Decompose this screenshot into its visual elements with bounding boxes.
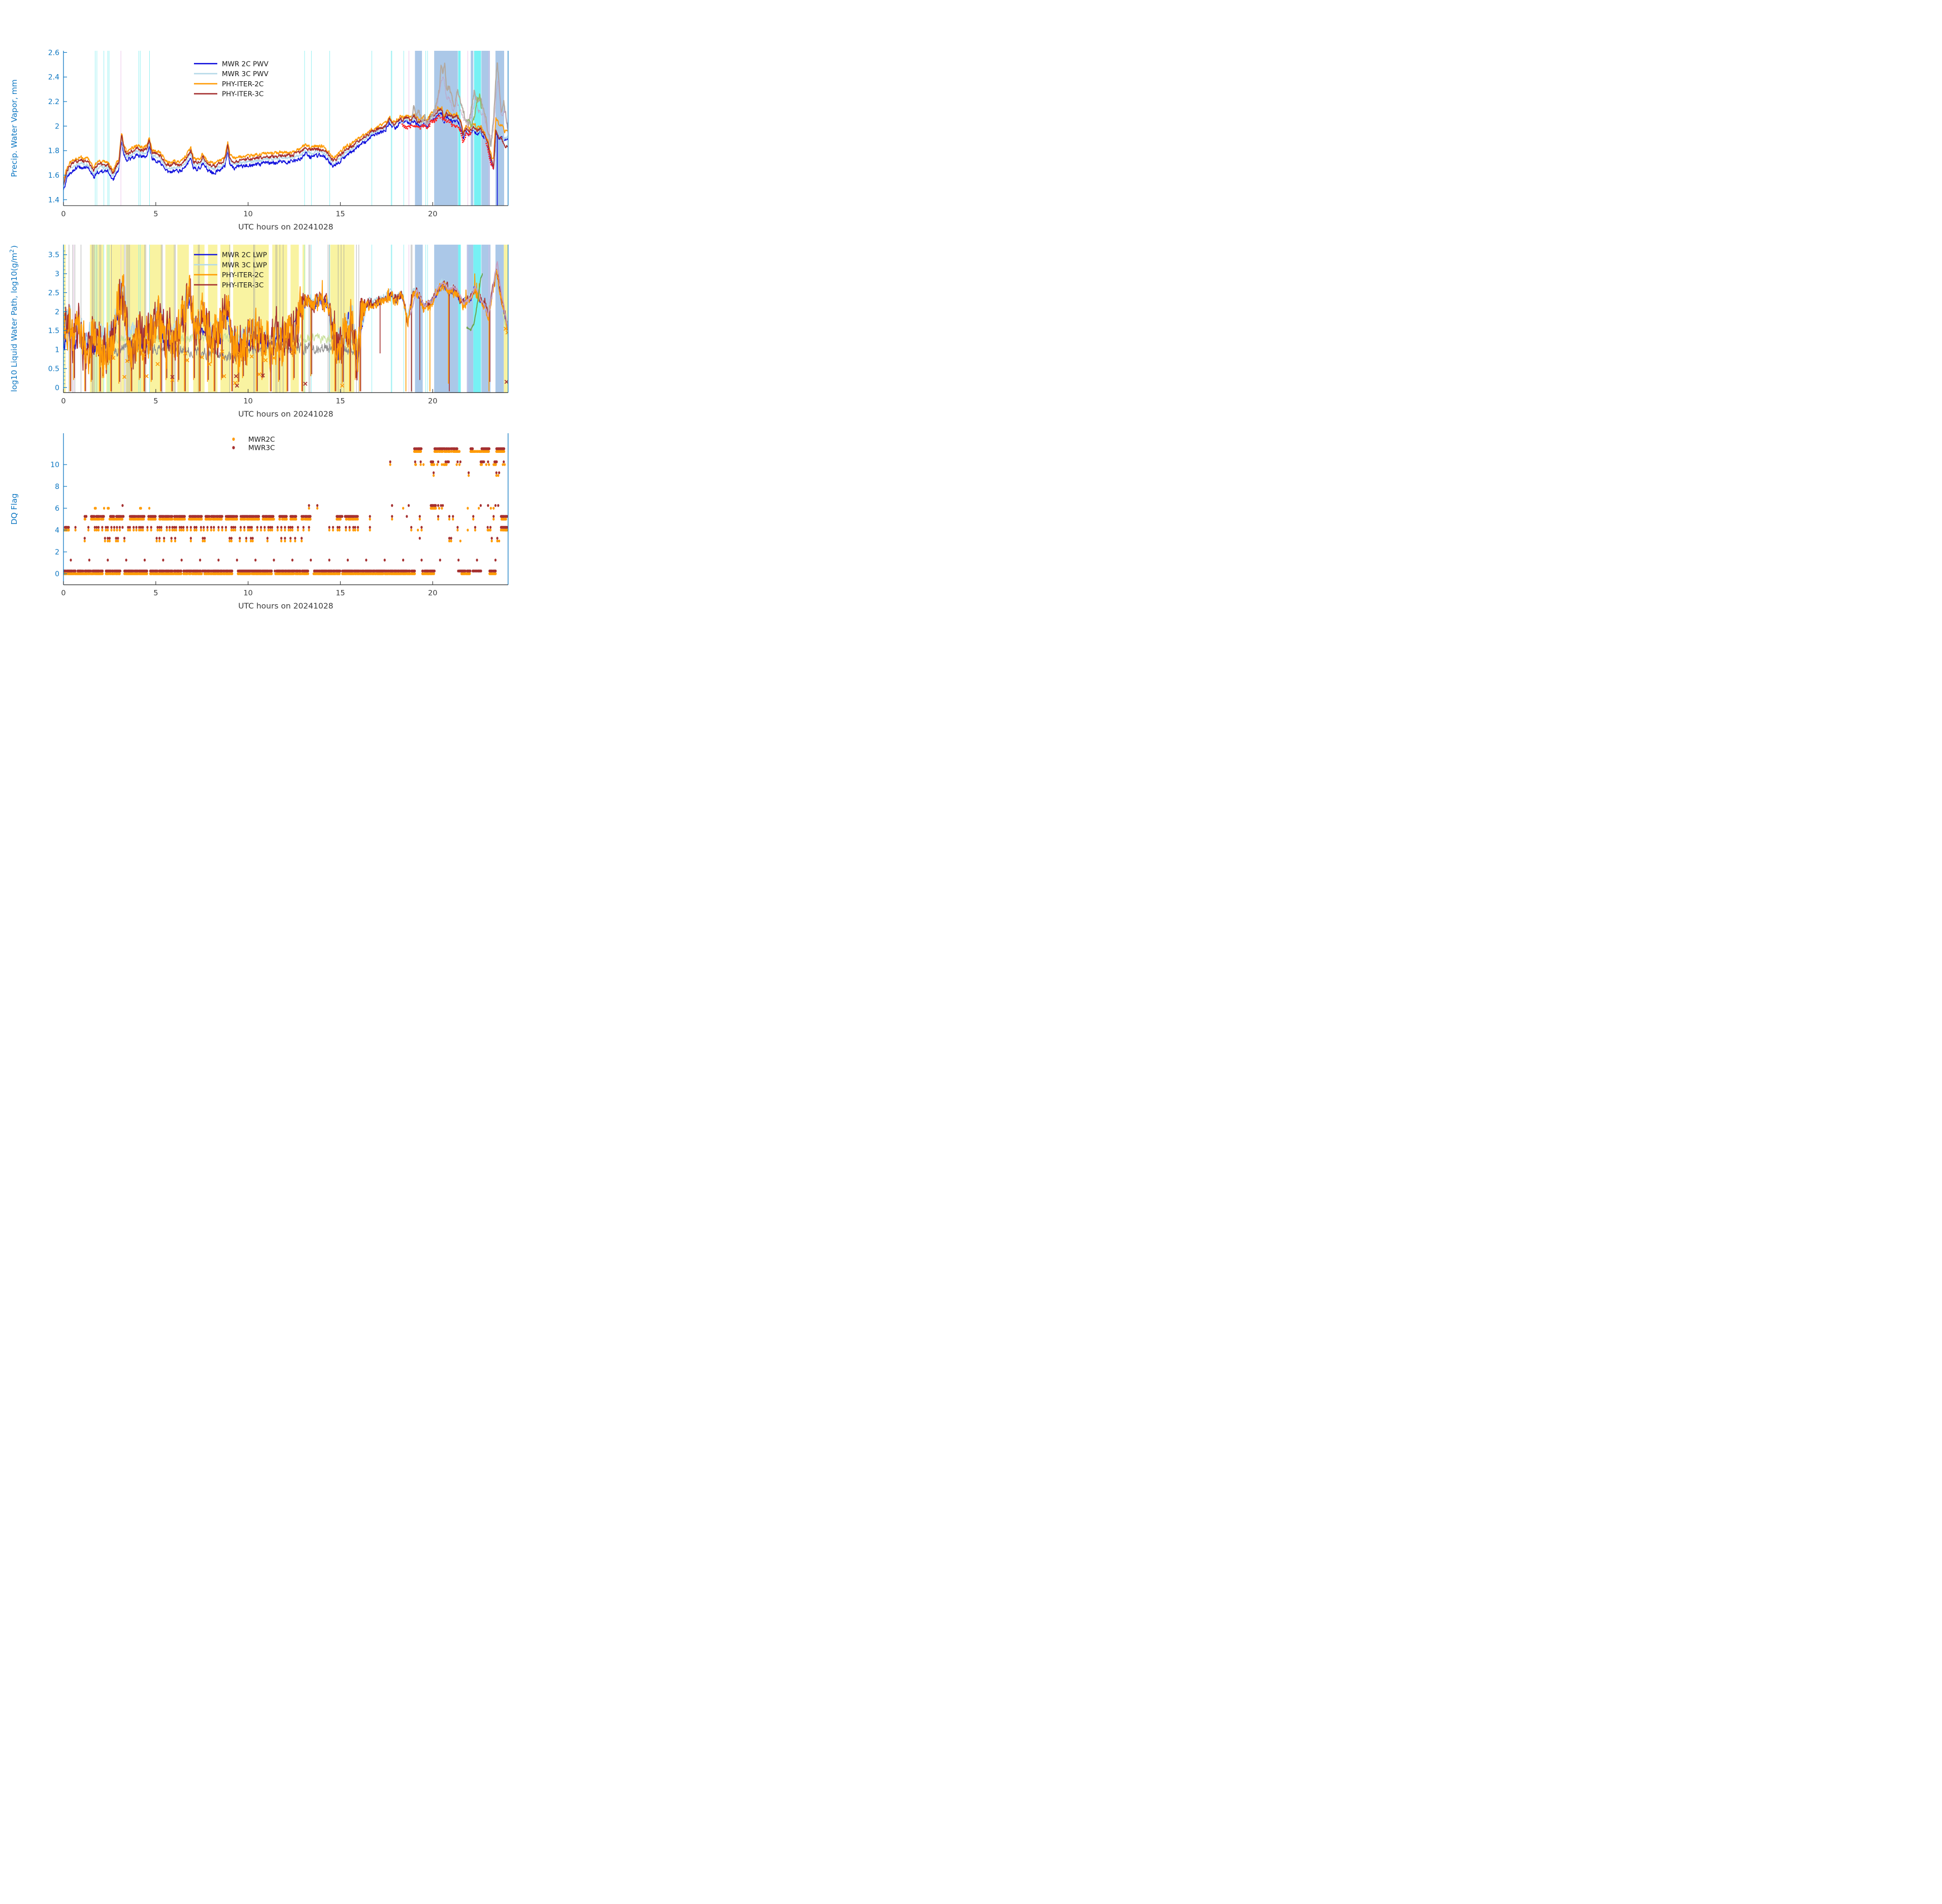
x-tick-label: 5	[153, 589, 158, 598]
y-tick-label: 10	[50, 461, 59, 470]
legend-label: MWR 2C LWP	[222, 251, 267, 259]
y-tick-label: 4	[55, 526, 59, 535]
legend-label: MWR2C	[248, 436, 275, 444]
event-vline	[175, 245, 176, 393]
y-tick-label: 0	[55, 384, 59, 392]
shading-band	[415, 245, 422, 393]
event-vline	[427, 245, 428, 393]
y-tick-label: 3	[55, 270, 59, 279]
x-tick-label: 0	[61, 210, 66, 218]
y-tick-label: 0	[55, 570, 59, 578]
panel-axes	[10, 433, 508, 610]
event-vline	[391, 245, 392, 393]
y-tick-label: 6	[55, 504, 59, 513]
y-tick-label: 1	[55, 346, 59, 354]
x-tick-label: 15	[336, 210, 345, 218]
event-vline	[358, 245, 359, 393]
panel-series	[63, 447, 508, 575]
dq-row-mwr2c-flag5	[84, 518, 507, 521]
legend-label: PHY-ITER-2C	[222, 271, 264, 280]
y-tick-label: 8	[55, 482, 59, 491]
x-tick-label: 20	[428, 589, 438, 598]
dq-row-mwr3c-flag6.25	[121, 504, 499, 507]
y-tick-label: 1.6	[48, 172, 59, 180]
x-tick-label: 10	[243, 210, 253, 218]
y-tick-label: 1.5	[48, 327, 59, 336]
legend-dq	[232, 436, 275, 452]
dq-row-mwr2c-flag10	[389, 463, 506, 466]
y-tick-label: 1.8	[48, 147, 59, 155]
x-tick-label: 15	[336, 589, 345, 598]
event-vline	[96, 51, 97, 206]
shading-band	[434, 51, 458, 206]
x-tick-label: 5	[153, 397, 158, 406]
event-vline	[149, 51, 150, 206]
legend-pwv	[194, 60, 269, 98]
shading-band	[415, 51, 422, 206]
y-tick-label: 1.4	[48, 196, 59, 205]
x-axis-label: UTC hours on 20241028	[238, 222, 334, 232]
dq-row-mwr3c-flag1.25	[70, 559, 497, 562]
figure-matlab-mwr-retrieval	[0, 0, 647, 635]
legend-label: PHY-ITER-2C	[222, 80, 264, 88]
x-tick-label: 15	[336, 397, 345, 406]
legend-label: PHY-ITER-3C	[222, 90, 264, 99]
dq-row-mwr2c-flag6	[94, 507, 495, 510]
dq-row-mwr2c-flag4	[63, 529, 508, 532]
x-tick-label: 10	[243, 589, 253, 598]
y-tick-label: 2.2	[48, 98, 59, 107]
event-vline	[96, 245, 97, 393]
y-tick-label: 2.4	[48, 73, 59, 82]
event-vline	[304, 51, 305, 206]
shading-band	[434, 245, 458, 393]
event-vline	[140, 51, 141, 206]
x-tick-label: 20	[428, 397, 438, 406]
y-tick-label: 2.6	[48, 49, 59, 57]
dq-row-mwr3c-flag5.25	[84, 515, 508, 518]
legend-label: PHY-ITER-3C	[222, 281, 264, 289]
x-tick-label: 5	[153, 210, 158, 218]
y-axis-label: log10 Liquid Water Path, $\log 10(g/m^2$ )	[9, 245, 19, 392]
shading-band	[458, 245, 460, 393]
x-tick-label: 10	[243, 397, 253, 406]
dq-row-mwr3c-flag11.45	[413, 447, 505, 450]
y-tick-label: 2.5	[48, 289, 59, 298]
event-vline	[338, 245, 339, 393]
y-tick-label: 2	[55, 122, 59, 131]
dq-row-mwr3c-flag10.25	[389, 461, 505, 464]
panel-dq	[10, 433, 508, 610]
y-tick-label: 0.5	[48, 365, 59, 373]
legend-label: MWR 3C LWP	[222, 261, 267, 270]
dq-row-mwr3c-flag4.25	[64, 526, 508, 529]
event-vline	[174, 245, 175, 393]
event-vline	[311, 51, 312, 206]
x-tick-label: 0	[61, 589, 66, 598]
chart-canvas	[0, 0, 647, 635]
event-vline	[304, 245, 305, 393]
panel-lwp	[9, 245, 509, 419]
legend-label: MWR 2C PWV	[222, 60, 269, 69]
dq-row-mwr3c-flag3.25	[84, 537, 499, 540]
dq-row-mwr3c-flag9.25	[433, 471, 500, 474]
event-vline	[391, 51, 392, 206]
dq-row-mwr2c-flag9	[433, 474, 499, 477]
event-vline	[128, 245, 129, 393]
shading-band	[481, 51, 490, 206]
dq-row-mwr2c-flag0	[63, 572, 497, 575]
dq-row-mwr3c-flag0.25	[63, 570, 497, 573]
y-tick-label: 2	[55, 548, 59, 556]
legend-sample-dot	[232, 446, 235, 449]
x-tick-label: 20	[428, 210, 438, 218]
event-vline	[129, 245, 130, 393]
y-tick-label: 3.5	[48, 251, 59, 259]
y-tick-label: 2	[55, 308, 59, 316]
legend-sample-dot	[232, 438, 235, 441]
y-axis-label: Precip. Water Vapor, mm	[10, 79, 19, 177]
panel-pwv	[10, 49, 509, 232]
event-vline	[149, 245, 150, 393]
y-axis-label: DQ Flag	[10, 493, 19, 525]
x-axis-label: UTC hours on 20241028	[238, 601, 334, 611]
x-tick-label: 0	[61, 397, 66, 406]
legend-label: MWR 3C PWV	[222, 70, 269, 79]
event-vline	[425, 245, 426, 393]
dq-row-mwr2c-flag3	[84, 540, 501, 543]
dq-row-mwr2c-flag11.2	[413, 450, 505, 453]
x-axis-label: UTC hours on 20241028	[238, 409, 334, 419]
legend-label: MWR3C	[248, 444, 275, 452]
